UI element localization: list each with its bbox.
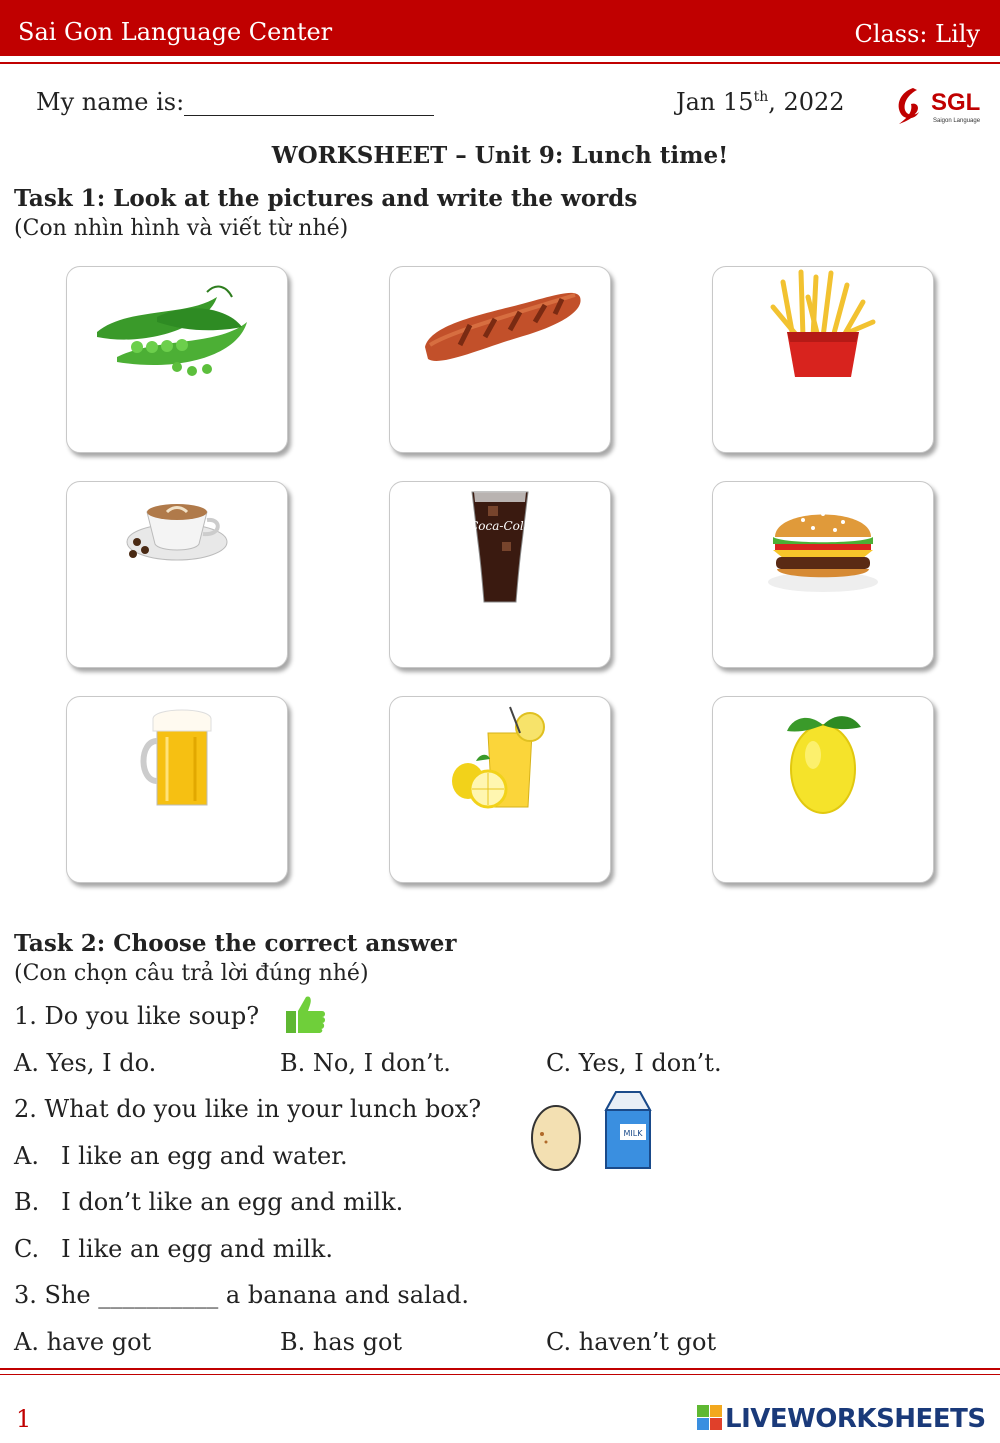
q3-option-c[interactable]: C. haven’t got (546, 1328, 717, 1356)
date (676, 88, 845, 116)
name-blank[interactable] (184, 93, 434, 116)
cola-icon (390, 482, 610, 667)
task1-heading: Task 1: Look at the pictures and write the words (14, 185, 638, 212)
q1-option-c[interactable]: C. Yes, I don’t. (546, 1049, 722, 1077)
q3-option-a[interactable]: A. have got (14, 1328, 152, 1356)
sgl-logo (893, 82, 993, 130)
picture-card-juice[interactable] (389, 696, 611, 883)
sausage-icon (390, 267, 610, 452)
liveworksheets-logo-icon (697, 1405, 723, 1431)
liveworksheets-watermark[interactable] (697, 1404, 986, 1434)
name-label: My name is: (36, 88, 185, 116)
picture-card-sausage[interactable] (389, 266, 611, 453)
logo-subtext: Saigon Language (933, 118, 981, 124)
q1-option-a[interactable]: A. Yes, I do. (14, 1049, 157, 1077)
egg-icon (528, 1100, 584, 1176)
header-divider (0, 62, 1000, 64)
q3-start: 3. She (14, 1281, 99, 1309)
name-field-row (36, 88, 434, 116)
date-day: Jan 15 (676, 88, 754, 116)
logo-text: SGL (931, 89, 981, 116)
juice-icon (390, 697, 610, 882)
svg-text:Coca-Cola: Coca-Cola (469, 519, 531, 533)
beer-icon (67, 697, 287, 882)
picture-card-cola[interactable] (389, 481, 611, 668)
q2-option-a-text: I like an egg and water. (60, 1142, 348, 1170)
french-fries-icon (713, 267, 933, 452)
page-number: 1 (16, 1405, 32, 1433)
picture-card-peas[interactable] (66, 266, 288, 453)
lemon-icon (713, 697, 933, 882)
q3-end: a banana and salad. (218, 1281, 470, 1309)
milk-carton-icon (598, 1088, 656, 1176)
center-name: Sai Gon Language Center (18, 18, 333, 46)
q3-option-b[interactable]: B. has got (280, 1328, 403, 1356)
picture-card-beer[interactable] (66, 696, 288, 883)
q2-option-c-text: I like an egg and milk. (61, 1235, 333, 1263)
picture-card-burger[interactable] (712, 481, 934, 668)
q2-option-b-letter: B. (14, 1188, 40, 1216)
q2-option-b-text: I don’t like an egg and milk. (61, 1188, 404, 1216)
question-1: 1. Do you like soup? (14, 1002, 260, 1030)
q2-option-c-letter: C. (14, 1235, 40, 1263)
class-label: Class: Lily (854, 20, 980, 48)
date-suffix: th (753, 89, 769, 105)
worksheet-title: WORKSHEET – Unit 9: Lunch time! (271, 142, 729, 169)
footer-divider (0, 1368, 1000, 1370)
q2-option-a[interactable] (14, 1142, 348, 1170)
date-year: , 2022 (768, 88, 845, 116)
q2-option-a-letter: A. (14, 1142, 39, 1170)
task2-heading: Task 2: Choose the correct answer (14, 930, 457, 957)
picture-card-fries[interactable] (712, 266, 934, 453)
task1-subheading: (Con nhìn hình và viết từ nhé) (14, 216, 349, 241)
coffee-icon (67, 482, 287, 667)
q3-blank[interactable]: __________ (98, 1281, 219, 1309)
burger-icon (713, 482, 933, 667)
q2-option-b[interactable] (14, 1188, 403, 1216)
watermark-text: LIVEWORKSHEETS (725, 1404, 986, 1434)
question-2: 2. What do you like in your lunch box? (14, 1095, 482, 1123)
header-bar (0, 0, 1000, 56)
footer-divider-thin (0, 1374, 1000, 1375)
peas-icon (67, 267, 287, 452)
q2-option-c[interactable] (14, 1235, 333, 1263)
q1-option-b[interactable]: B. No, I don’t. (280, 1049, 451, 1077)
thumbs-up-icon (284, 993, 328, 1039)
picture-card-lemon[interactable] (712, 696, 934, 883)
task2-subheading: (Con chọn câu trả lời đúng nhé) (14, 961, 369, 986)
svg-text:MILK: MILK (623, 1129, 643, 1138)
picture-card-coffee[interactable] (66, 481, 288, 668)
question-3 (14, 1281, 469, 1309)
